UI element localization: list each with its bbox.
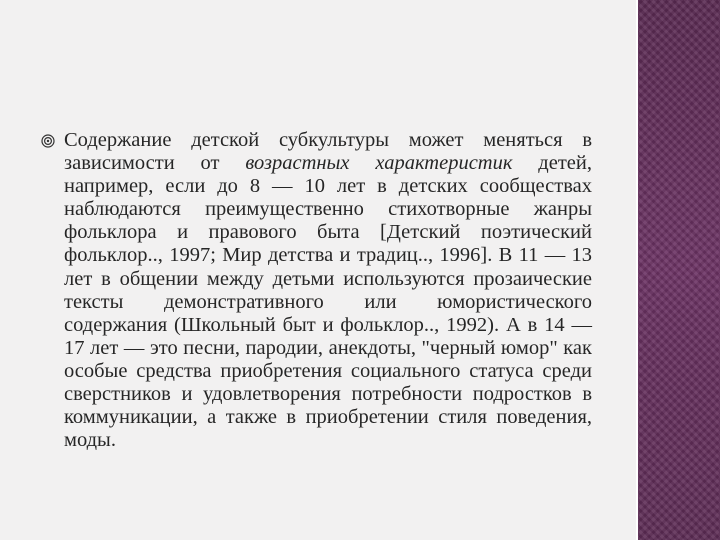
paragraph-text-start: Содержание детской субкультуры может меняться в зависимости от [64, 129, 592, 175]
paragraph-emphasis: возрастных характеристик [245, 152, 513, 175]
paragraph-text-rest: детей, например, если до 8 — 10 лет в детских сообществах наблюдаются преимущественно стихотворные жанры фольклора и правового быта [Детский поэтический фольклор.., 1997; Мир детства и традиц.., 1996]. В 11 — 13 лет в общении между детьми используются прозаические тексты демонстративного или юмористического содержания (Школьный быт и фольклор.., 1992). А в 14 — 17 лет — это песни, пародии, анекдоты, "черный юмор" как особые средства приобретения социального статуса среди сверстников и удовлетворения потребности подростков в коммуникации, а также в приобретении стиля поведения, моды. [64, 152, 592, 452]
decorative-side-panel [638, 0, 720, 540]
target-bullet-icon [41, 134, 55, 148]
body-paragraph [64, 129, 592, 452]
